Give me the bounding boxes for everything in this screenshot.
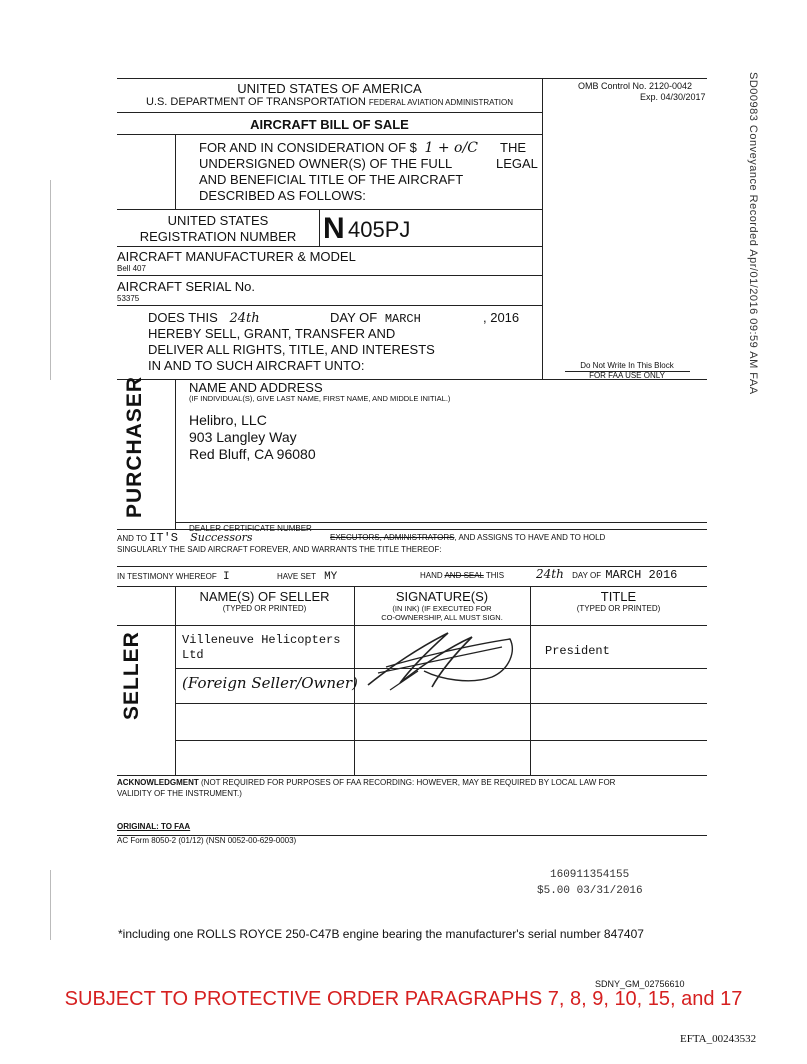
sale-line2: HEREBY SELL, GRANT, TRANSFER AND xyxy=(148,326,396,341)
form-title: AIRCRAFT BILL OF SALE xyxy=(250,117,409,132)
recording-side-stamp: SD00983 Conveyance Recorded Apr/01/2016 09:59 AM FAA xyxy=(747,72,759,395)
and-to-text: AND TO xyxy=(117,534,147,543)
registration-number: 405PJ xyxy=(348,217,411,242)
testimony-day: 24th xyxy=(536,567,564,581)
faa-block-divider xyxy=(542,78,543,379)
department-line xyxy=(117,97,542,108)
seller-col1-subtitle: (TYPED OR PRINTED) xyxy=(222,604,307,613)
recording-stamp-fee: $5.00 03/31/2016 xyxy=(537,885,643,897)
dealer-label: DEALER CERTIFICATE NUMBER xyxy=(189,524,312,533)
country-heading: UNITED STATES OF AMERICA xyxy=(237,81,422,96)
scan-margin-mark-2 xyxy=(50,870,51,940)
acknowledgment-line-2: VALIDITY OF THE INSTRUMENT.) xyxy=(117,789,242,798)
acknowledgment-line-1 xyxy=(117,779,615,787)
manufacturer-value: Bell 407 xyxy=(117,264,146,273)
omb-expiry: Exp. 04/30/2017 xyxy=(640,92,706,102)
registration-prefix: N xyxy=(323,212,345,245)
seller-row3-rule xyxy=(175,740,707,741)
faa-block-label: Do Not Write In This Block xyxy=(580,361,674,370)
recording-stamp-number: 160911354155 xyxy=(550,869,630,881)
purchaser-instruction: (IF INDIVIDUAL(S), GIVE LAST NAME, FIRST NAME, AND MIDDLE INITIAL.) xyxy=(189,394,451,403)
department-name: U.S. DEPARTMENT OF TRANSPORTATION xyxy=(145,96,366,108)
seller-col2-subtitle-2: CO-OWNERSHIP, ALL MUST SIGN. xyxy=(381,613,503,622)
consideration-text: FOR AND IN CONSIDERATION OF $ xyxy=(199,140,417,155)
seller-name-line-1: Villeneuve Helicopters xyxy=(182,633,341,647)
registration-label-2: REGISTRATION NUMBER xyxy=(139,229,297,244)
engine-note: *including one ROLLS ROYCE 250-C47B engine bearing the manufacturer's serial number 847407 xyxy=(118,927,644,941)
sale-line3: DELIVER ALL RIGHTS, TITLE, AND INTERESTS xyxy=(148,342,435,357)
manufacturer-rule xyxy=(117,275,542,276)
seller-bottom-rule xyxy=(117,775,707,776)
assign-struck-text: EXECUTORS, ADMINISTRATORS xyxy=(330,533,455,542)
assign-line1-rest xyxy=(330,534,605,542)
protective-order-notice: SUBJECT TO PROTECTIVE ORDER PARAGRAPHS 7, 8, 9, 10, 15, and 17 xyxy=(64,988,743,1010)
sale-line4: IN AND TO SUCH AIRCRAFT UNTO: xyxy=(148,358,365,373)
acknowledgment-rest: (NOT REQUIRED FOR PURPOSES OF FAA RECORDING: HOWEVER, MAY BE REQUIRED BY LOCAL LAW FOR xyxy=(198,778,616,787)
scan-margin-mark-1 xyxy=(50,180,51,380)
assign-its: IT'S xyxy=(149,531,178,545)
sale-month xyxy=(330,311,421,325)
seller-side-divider xyxy=(175,586,176,775)
omb-control: OMB Control No. 2120-0042 xyxy=(578,81,693,91)
does-this-text: DOES THIS xyxy=(148,310,218,325)
seller-col2-title: SIGNATURE(S) xyxy=(395,589,489,604)
hand-text: HAND xyxy=(420,571,443,580)
purchaser-address-2: Red Bluff, CA 96080 xyxy=(189,446,316,462)
assign-line1 xyxy=(117,532,253,544)
assign-rest-text: , AND ASSIGNS TO HAVE AND TO HOLD xyxy=(454,533,606,542)
testimony-month-year: MARCH 2016 xyxy=(605,568,678,582)
consideration-line4: DESCRIBED AS FOLLOWS: xyxy=(199,188,366,203)
registration-rule xyxy=(117,246,542,247)
seller-col3-subtitle: (TYPED OR PRINTED) xyxy=(576,604,661,613)
header-rule xyxy=(117,112,542,113)
sale-year: , 2016 xyxy=(483,310,520,325)
bates-number: SDNY_GM_02756610 xyxy=(595,979,685,989)
testimony-line xyxy=(117,572,230,583)
seller-col3-divider xyxy=(530,586,531,775)
seller-foreign-note: (Foreign Seller/Owner) xyxy=(182,674,358,692)
consideration-line3: AND BENEFICIAL TITLE OF THE AIRCRAFT xyxy=(199,172,464,187)
purchaser-address-1: 903 Langley Way xyxy=(189,429,297,445)
this-text: THIS xyxy=(485,571,505,580)
testimony-i: I xyxy=(222,571,230,583)
consideration-line1 xyxy=(199,141,478,155)
faa-block-sublabel: FOR FAA USE ONLY xyxy=(589,371,665,380)
testimony-hand xyxy=(420,572,504,580)
consideration-amount: 1 + o/C xyxy=(424,140,478,156)
purchaser-name: Helibro, LLC xyxy=(189,412,267,428)
sale-month-value: MARCH xyxy=(384,312,421,326)
purchaser-divider xyxy=(175,379,176,529)
have-set-text: HAVE SET xyxy=(277,572,316,581)
seller-col2-subtitle-1: (IN INK) (IF EXECUTED FOR xyxy=(392,604,492,613)
testimony-top-rule xyxy=(117,566,707,567)
assign-successors: Successors xyxy=(190,531,253,544)
seller-side-label: SELLER xyxy=(120,631,143,720)
testimony-have-set xyxy=(277,572,337,583)
sale-line1 xyxy=(148,311,260,325)
seller-col1-title: NAME(S) OF SELLER xyxy=(199,589,330,604)
original-to-faa: ORIGINAL: TO FAA xyxy=(117,822,191,831)
consideration-line2: UNDERSIGNED OWNER(S) OF THE FULL xyxy=(199,156,453,171)
form-identifier: AC Form 8050-2 (01/12) (NSN 0052-00-629-0003) xyxy=(117,836,297,845)
registration-divider xyxy=(319,209,320,246)
consideration-rule xyxy=(117,209,542,210)
sale-day: 24th xyxy=(229,311,260,326)
agency-name: FEDERAL AVIATION ADMINISTRATION xyxy=(368,98,514,107)
testimony-my: MY xyxy=(324,571,338,583)
form-top-border xyxy=(117,78,707,79)
seller-header-rule xyxy=(117,625,707,626)
testimony-day-of: DAY OF xyxy=(572,571,602,580)
day-of-text: DAY OF xyxy=(330,310,378,325)
testimony-date xyxy=(536,568,677,581)
manufacturer-label: AIRCRAFT MANUFACTURER & MODEL xyxy=(117,249,356,264)
seller-row2-rule xyxy=(175,703,707,704)
purchaser-side-label: PURCHASER xyxy=(123,375,146,518)
purchaser-heading: NAME AND ADDRESS xyxy=(189,380,323,395)
seller-col3-title: TITLE xyxy=(600,589,637,604)
seller-signature xyxy=(360,627,520,693)
acknowledgment-bold: ACKNOWLEDGMENT xyxy=(117,778,199,787)
consideration-the: THE xyxy=(500,140,526,155)
seller-title-value: President xyxy=(545,644,610,658)
and-seal-struck: AND SEAL xyxy=(444,571,484,580)
testimony-text: IN TESTIMONY WHEREOF xyxy=(117,572,217,581)
seller-name-line-2: Ltd xyxy=(182,648,204,662)
consideration-indent xyxy=(175,134,176,210)
assign-line2: SINGULARLY THE SAID AIRCRAFT FOREVER, AND WARRANTS THE TITLE THEREOF: xyxy=(117,545,442,554)
testimony-rule xyxy=(117,586,707,587)
dealer-rule xyxy=(175,522,707,523)
title-rule xyxy=(117,134,542,135)
serial-value: 53375 xyxy=(117,294,140,303)
consideration-legal: LEGAL xyxy=(496,156,538,171)
registration-label-1: UNITED STATES xyxy=(167,213,269,228)
serial-label: AIRCRAFT SERIAL No. xyxy=(117,279,255,294)
efta-number: EFTA_00243532 xyxy=(680,1033,757,1045)
serial-rule xyxy=(117,305,542,306)
